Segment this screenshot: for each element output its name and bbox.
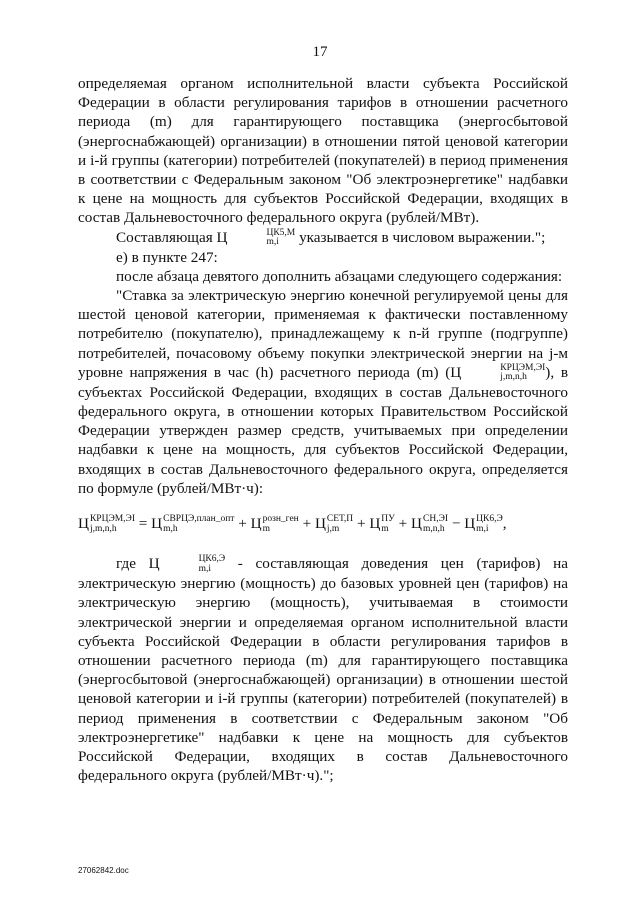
- paragraph: Составляющая Ц ЦК5,М m,i указывается в числовом выражении.";: [116, 227, 546, 248]
- page-number: 17: [312, 44, 328, 60]
- paragraph: определяемая органом исполнительной власти субъекта Российской Федерации в области регулирования тарифов в отношении расчетного периода (m) для гарантирующего поставщика (энергосбытовой (энергоснабжающей) организации) в отношении пятой ценовой категории и i-й группы (категории) потребителей (покупателей) в период применения в соответствии с Федеральным законом "Об электроэнергетике" надбавки к цене на мощность для субъектов Российской Федерации, входящих в состав Дальневосточного федерального округа (рублей/МВт).: [78, 75, 568, 227]
- document-body: [78, 74, 568, 785]
- paragraph: после абзаца девятого дополнить абзацами следующего содержания:: [116, 267, 563, 285]
- footer-filename: 27062842.doc: [78, 866, 129, 875]
- paragraph: где Ц ЦК6,Э m,i - составляющая доведения цен (тарифов) на электрическую энергию (мощность) до базовых уровней цен (тарифов) на электрическую энергию (мощность), учитываемая в стоимости электрической энергии и определяемая органом исполнительной власти субъекта Российской Федерации в области регулирования тарифов в отношении расчетного периода (m) для гарантирующего поставщика (энергосбытовой (энергоснабжающей) организации) в отношении шестой ценовой категории и i-й группы (категории) потребителей (покупателей) в период применения в соответствии с Федеральным законом "Об электроэнергетике" надбавки к цене на мощность для субъектов Российской Федерации, входящих в состав Дальневосточного федерального округа (рублей/МВт·ч).";: [78, 554, 568, 785]
- formula: Ц КРЦЭМ,ЭI j,m,n,h = Ц СВРЦЭ,план_опт m,h + Ц розн_ген m + Ц СЕТ,П j,m + Ц ПУ m + Ц СН,ЭI m,n,h − Ц ЦК6,Э m,i ,: [78, 514, 507, 534]
- paragraph: е) в пункте 247:: [116, 248, 218, 266]
- paragraph: "Ставка за электрическую энергию конечной регулируемой цены для шестой ценовой категории, применяемая к фактически поставленному потребителю (покупателю), принадлежащему к n-й группе (подгруппе) потребителей, почасовому объему покупки электрической энергии на j-м уровне напряжения в час (h) расчетного периода (m) (Ц КРЦЭМ,ЭI j,m,n,h ), в субъектах Российской Федерации, входящих в состав Дальневосточного федерального округа, в отношении которых Правительством Российской Федерации утвержден размер средств, учитываемых при определении надбавки к цене на мощность, для субъектов Российской Федерации, входящих в состав Дальневосточного федерального округа, определяется по формуле (рублей/МВт·ч):: [78, 287, 568, 497]
